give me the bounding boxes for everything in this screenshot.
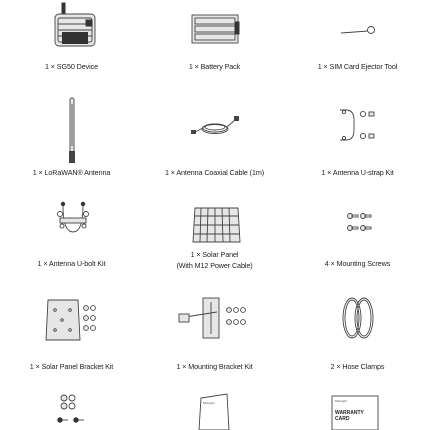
- quick-guide-icon: [143, 392, 286, 430]
- hose-clamps-icon: [286, 290, 429, 350]
- item-label: 2 × Hose Clamps: [330, 362, 385, 371]
- warranty-card-line1: WARRANTY: [335, 410, 364, 416]
- item-label: 1 × LoRaWAN® Antenna: [32, 168, 111, 177]
- item-label: 1 × Antenna Coaxial Cable (1m): [164, 168, 265, 177]
- item-label-line2: (With M12 Power Cable): [176, 261, 253, 270]
- u-bolt-kit-icon: [0, 196, 143, 256]
- item-label: 1 × SG50 Device: [44, 62, 99, 71]
- guide-brand: Milesight: [203, 401, 215, 405]
- u-strap-kit-icon: [286, 96, 429, 166]
- item-label: 1 × SIM Card Ejector Tool: [317, 62, 398, 71]
- screws-bag-icon: [0, 392, 143, 430]
- warranty-card-line2: CARD: [335, 416, 350, 422]
- sim-ejector-icon: [286, 0, 429, 60]
- coaxial-cable-icon: [143, 96, 286, 166]
- item-label: 1 × Battery Pack: [188, 62, 241, 71]
- mounting-bracket-kit-icon: [143, 290, 286, 350]
- item-label-line1: 1 × Solar Panel: [190, 250, 239, 259]
- sg50-device-icon: [0, 0, 143, 60]
- mounting-screws-icon: [286, 196, 429, 256]
- lorawan-antenna-icon: [0, 96, 143, 166]
- solar-panel-icon: [143, 196, 286, 256]
- battery-pack-icon: [143, 0, 286, 60]
- item-label: 1 × Antenna U-strap Kit: [321, 168, 394, 177]
- item-label: 1 × Solar Panel Bracket Kit: [29, 362, 114, 371]
- item-label: 1 × Mounting Bracket Kit: [176, 362, 253, 371]
- warranty-brand: Milesight: [335, 399, 347, 403]
- item-label: 4 × Mounting Screws: [324, 259, 391, 268]
- item-label: 1 × Antenna U-bolt Kit: [37, 259, 106, 268]
- solar-bracket-kit-icon: [0, 290, 143, 350]
- warranty-card-icon: [286, 392, 429, 430]
